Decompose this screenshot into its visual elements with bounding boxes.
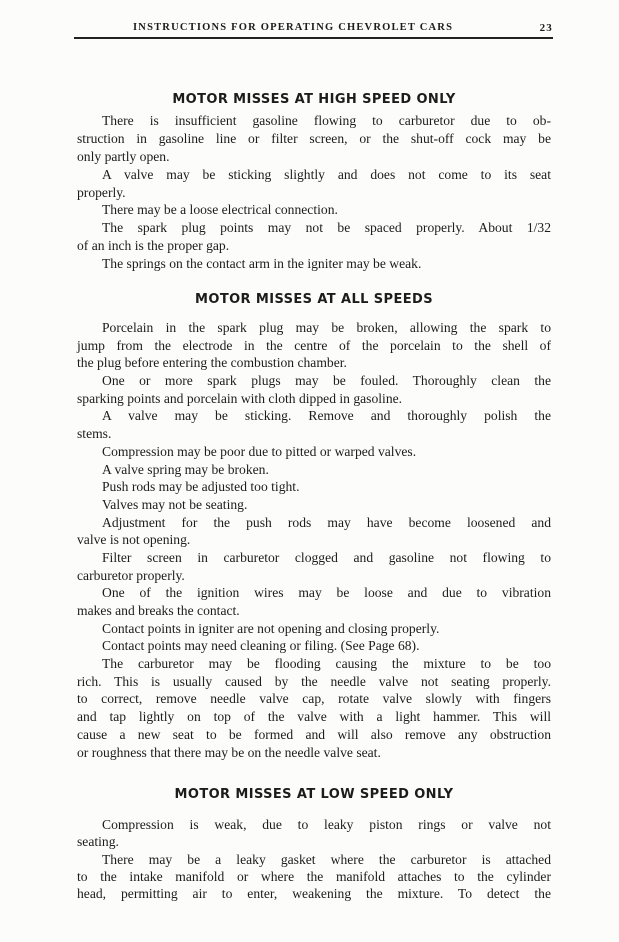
text-line: seating. [77,834,119,850]
text-line: head, permitting air to enter, weakening the mixture. To detect the [77,886,551,902]
text-line: Porcelain in the spark plug may be broken, allowing the spark to [102,320,551,335]
text-line: struction in gasoline line or filter screen, or the shut-off cock may be [77,130,551,146]
text-line: There is insufficient gasoline flowing to carburetor due to ob- [102,113,551,128]
text-line: Filter screen in carburetor clogged and gasoline not flowing to [102,549,551,565]
text-line: Contact points may need cleaning or filing. (See Page 68). [102,638,420,654]
section-heading: MOTOR MISSES AT LOW SPEED ONLY [174,787,454,802]
text-line: Push rods may be adjusted too tight. [102,479,300,495]
text-line: the plug before entering the combustion chamber. [77,355,347,371]
text-line: Adjustment for the push rods may have become loosened and [102,514,551,530]
text-line: to correct, remove needle valve cap, rotate valve slowly with fingers [77,691,551,707]
text-line: The springs on the contact arm in the igniter may be weak. [102,256,422,272]
text-line: The spark plug points may not be spaced properly. About 1/32 [102,220,551,236]
text-line: One or more spark plugs may be fouled. Thoroughly clean the [102,373,551,389]
running-head-title: INSTRUCTIONS FOR OPERATING CHEVROLET CARS [133,22,454,33]
section-low-speed [77,785,551,902]
text-line: Contact points in igniter are not opening and closing properly. [102,620,440,636]
text-line: or roughness that there may be on the needle valve seat. [77,744,381,760]
text-line: makes and breaks the contact. [77,603,240,618]
text-line: One of the ignition wires may be loose and due to vibration [102,585,551,601]
text-line: The carburetor may be flooding causing the mixture to be too [102,656,551,672]
text-line: Compression may be poor due to pitted or warped valves. [102,443,417,459]
text-line: A valve spring may be broken. [102,461,269,477]
text-line: and tap lightly on top of the valve with a light hammer. This will [77,709,551,725]
section-heading: MOTOR MISSES AT HIGH SPEED ONLY [172,92,456,107]
section-all-speeds [77,290,551,761]
text-line: valve is not opening. [77,532,191,548]
text-line: Valves may not be seating. [102,496,248,512]
page-number: 23 [539,22,553,34]
text-line: jump from the electrode in the centre of the porcelain to the shell of [77,337,551,353]
text-line: A valve may be sticking slightly and does not come to its seat [102,166,551,182]
text-line: rich. This is usually caused by the needle valve not seating properly. [77,673,551,689]
text-line: properly. [77,184,126,200]
text-line: only partly open. [77,148,170,164]
text-line: carburetor properly. [77,567,185,583]
text-line: Compression is weak, due to leaky piston rings or valve not [102,817,551,832]
section-high-speed [77,90,551,273]
text-line: There may be a leaky gasket where the carburetor is attached [102,851,551,867]
text-line: to the intake manifold or where the manifold attaches to the cylinder [77,868,551,884]
header-rule [74,37,553,39]
section-heading: MOTOR MISSES AT ALL SPEEDS [195,292,433,307]
text-line: of an inch is the proper gap. [77,238,230,254]
text-line: There may be a loose electrical connection. [102,202,338,218]
text-line: A valve may be sticking. Remove and thoroughly polish the [102,408,551,424]
running-head [77,20,553,36]
text-line: stems. [77,426,112,442]
text-line: sparking points and porcelain with cloth dipped in gasoline. [77,390,403,406]
text-line: cause a new seat to be formed and will also remove any obstruction [77,726,551,742]
